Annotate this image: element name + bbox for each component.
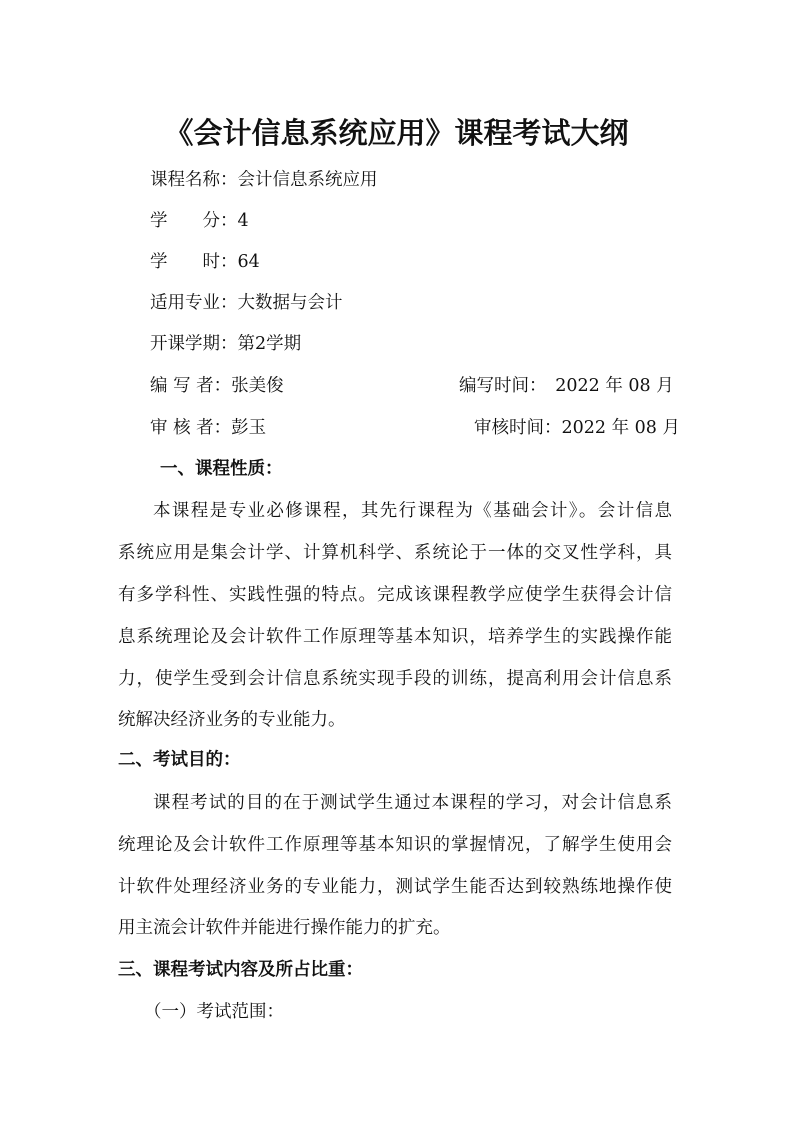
- paragraph-line: 息系统理论及会计软件工作原理等基本知识，培养学生的实践操作能: [118, 627, 672, 647]
- paragraph-line: 系统应用是集会计学、计算机科学、系统论于一体的交叉性学科，具: [118, 543, 672, 563]
- author-time: 编写时间： 2022 年 08 月: [459, 376, 674, 396]
- paragraph-line: 统理论及会计软件工作原理等基本知识的掌握情况，了解学生使用会: [118, 835, 672, 855]
- paragraph-line: 计软件处理经济业务的专业能力，测试学生能否达到较熟练地操作使: [118, 877, 672, 897]
- review-time: 审核时间：2022 年 08 月: [474, 418, 680, 438]
- course-name: 课程名称：会计信息系统应用: [150, 170, 378, 190]
- paragraph-line: 用主流会计软件并能进行操作能力的扩充。: [118, 918, 451, 938]
- paragraph-line: 课程考试的目的在于测试学生通过本课程的学习，对会计信息系: [153, 793, 672, 813]
- paragraph-line: 统解决经济业务的专业能力。: [118, 710, 346, 730]
- reviewer: 审 核 者：彭玉: [150, 418, 267, 438]
- paragraph-line: 本课程是专业必修课程，其先行课程为《基础会计》。会计信息: [153, 501, 672, 521]
- paragraph-line: 力，使学生受到会计信息系统实现手段的训练，提高利用会计信息系: [118, 669, 672, 689]
- credits: 学 分：4: [150, 211, 249, 231]
- hours: 学 时：64: [150, 252, 260, 272]
- author: 编 写 者：张美俊: [150, 376, 284, 396]
- section-heading: 三、课程考试内容及所占比重：: [118, 960, 363, 980]
- paragraph-line: 有多学科性、实践性强的特点。完成该课程教学应使学生获得会计信: [118, 585, 672, 605]
- section-heading: 一、课程性质：: [160, 459, 283, 479]
- subsection-heading: （一）考试范围：: [144, 1002, 284, 1022]
- section-heading: 二、考试目的：: [118, 750, 241, 770]
- major: 适用专业：大数据与会计: [150, 293, 343, 313]
- semester: 开课学期：第2学期: [150, 334, 302, 354]
- document-title: 《会计信息系统应用》课程考试大纲: [164, 116, 629, 150]
